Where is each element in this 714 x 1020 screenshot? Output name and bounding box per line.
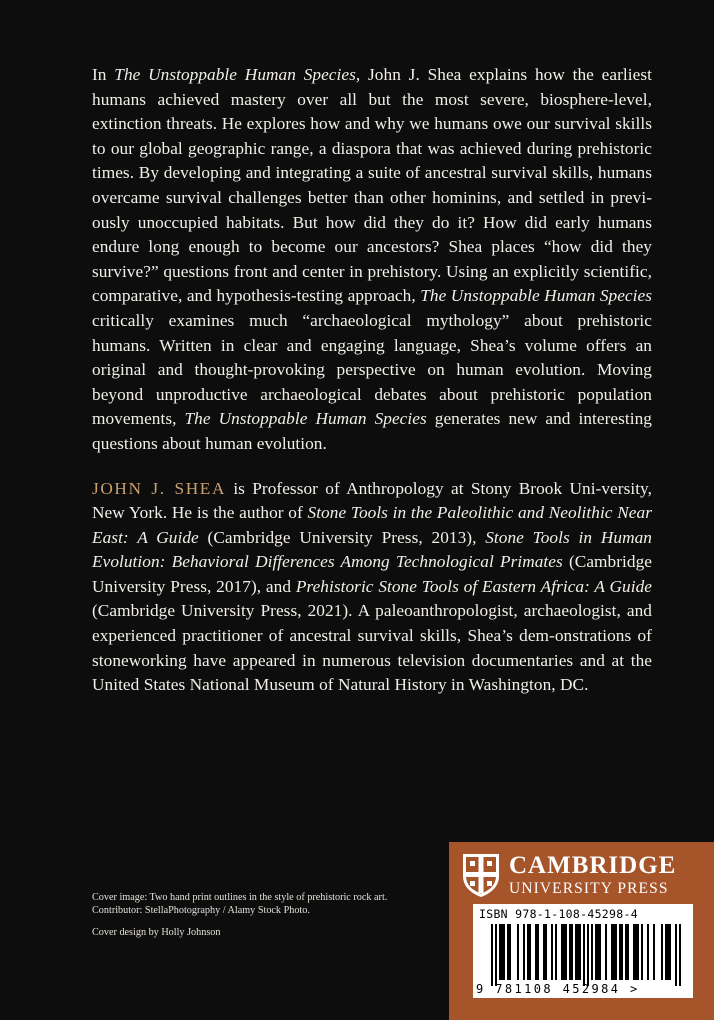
barcode-bar: [597, 924, 599, 980]
barcode-bar: [653, 924, 655, 980]
book-title: The Unstoppable Human Species: [184, 409, 427, 429]
isbn-barcode: [473, 904, 693, 998]
barcode-bar: [535, 924, 537, 980]
barcode-bar: [635, 924, 637, 980]
barcode-bar: [509, 924, 511, 980]
barcode-bar: [561, 924, 563, 980]
barcode-bar: [641, 924, 643, 980]
barcode-bar: [575, 924, 577, 980]
barcode-bar: [579, 924, 581, 980]
barcode-bar: [583, 924, 585, 986]
barcode-bar: [507, 924, 509, 980]
barcode-bar: [495, 924, 497, 986]
other-book-title: Stone Tools in Human Evolution: Behavioral Differences Among Technological Primates: [92, 527, 652, 572]
barcode-bar: [529, 924, 531, 980]
barcode-bar: [577, 924, 579, 980]
barcode-bar: [605, 924, 607, 980]
publisher-panel: [449, 842, 714, 1020]
barcode-bar: [661, 924, 663, 980]
barcode-bar: [599, 924, 601, 980]
cover-credits: [92, 891, 402, 940]
barcode-bar: [669, 924, 671, 980]
barcode-bar: [499, 924, 501, 980]
barcode-bar: [665, 924, 667, 980]
barcode-bar: [551, 924, 553, 980]
barcode-bar: [637, 924, 639, 980]
book-title: The Unstoppable Human Species: [420, 286, 652, 306]
barcode-bar: [613, 924, 615, 980]
barcode-bar: [565, 924, 567, 980]
barcode-bar: [571, 924, 573, 980]
barcode-bar: [621, 924, 623, 980]
barcode-bar: [517, 924, 519, 980]
description-paragraph: In The Unstoppable Human Species, John J. Shea explains how the earliest humans achieved mastery over all but the most severe, biosphere-level, extinction threats. He explores how and why we humans owe our survival skills to our global geographic range, a diaspora that was achieved during prehistoric times. By developing and integrating a suite of ancestral survival skills, humans overcame survival challenges better than other hominins, and settled in previ-ously unoccupied habitats. But how did they do it? How did early humans endure long enough to become our ancestors? Shea places “how did they survive?” questions front and center in prehistory. Using an explicitly scientific, comparative, and hypothesis-testing approach, The Unstoppable Human Species critically examines much “archaeological mythology” about prehistoric humans. Written in clear and engaging language, Shea’s volume offers an original and thought-provoking perspective on human evolution. Moving beyond unproductive archaeological debates about prehistoric population movements, The Unstoppable Human Species generates new and interesting questions about human evolution.: [92, 65, 652, 453]
cambridge-crest-icon: [461, 852, 501, 898]
barcode-bar: [647, 924, 649, 980]
cover-image-credit: Cover image: Two hand print outlines in the style of prehistoric rock art. Contributor: StellaPhotography / Alamy Stock Photo.: [92, 892, 388, 917]
isbn-label: ISBN 978-1-108-45298-4: [479, 907, 638, 921]
barcode-bar: [569, 924, 571, 980]
barcode-bar: [563, 924, 565, 980]
publisher-subtitle: UNIVERSITY PRESS: [509, 879, 669, 897]
barcode-bar: [633, 924, 635, 980]
publisher-logo: [461, 852, 676, 898]
book-title: The Unstoppable Human Species,: [114, 65, 361, 84]
barcode-bar: [555, 924, 557, 980]
author-name: JOHN J. SHEA: [92, 478, 227, 498]
barcode-bar: [619, 924, 621, 980]
barcode-bar: [543, 924, 545, 980]
barcode-bar: [527, 924, 529, 980]
barcode-bar: [587, 924, 589, 986]
barcode-bar: [545, 924, 547, 980]
barcode-bar: [591, 924, 593, 980]
barcode-bar: [501, 924, 503, 980]
barcode-bar: [625, 924, 627, 980]
back-cover-blurb: [92, 63, 652, 698]
other-book-title: Prehistoric Stone Tools of Eastern Africa: A Guide: [295, 576, 652, 596]
barcode-bar: [675, 924, 677, 986]
barcode-bar: [679, 924, 681, 986]
cover-design-credit: Cover design by Holly Johnson: [92, 927, 221, 939]
barcode-bar: [667, 924, 669, 980]
barcode-bar: [615, 924, 617, 980]
barcode-bar: [537, 924, 539, 980]
publisher-name: CAMBRIDGE: [509, 851, 677, 879]
author-bio-paragraph: JOHN J. SHEA is Professor of Anthropology at Stony Brook Uni-versity, New York. He is the author of Stone Tools in the Paleolithic and Neolithic Near East: A Guide (Cambridge University Press, 2013), Stone Tools in Human Evolution: Behavioral Differences Among Technological Primates (Cambridge University Press, 2017), and Prehistoric Stone Tools of Eastern Africa: A Guide (Cambridge University Press, 2021). A paleoanthropologist, archaeologist, and experienced practitioner of ancestral survival skills, Shea’s dem-onstrations of stoneworking have appeared in numerous television documentaries and at the United States National Museum of Natural History in Washington, DC.: [92, 478, 652, 695]
barcode-bar: [523, 924, 525, 980]
other-book-title: Stone Tools in the Paleolithic and Neolithic Near East: A Guide: [92, 503, 652, 547]
barcode-bar: [491, 924, 493, 986]
barcode-digits: 9 781108 452984 >: [476, 982, 640, 996]
barcode-bar: [611, 924, 613, 980]
barcode-bar: [595, 924, 597, 980]
barcode-bar: [627, 924, 629, 980]
barcode-bar: [503, 924, 505, 980]
